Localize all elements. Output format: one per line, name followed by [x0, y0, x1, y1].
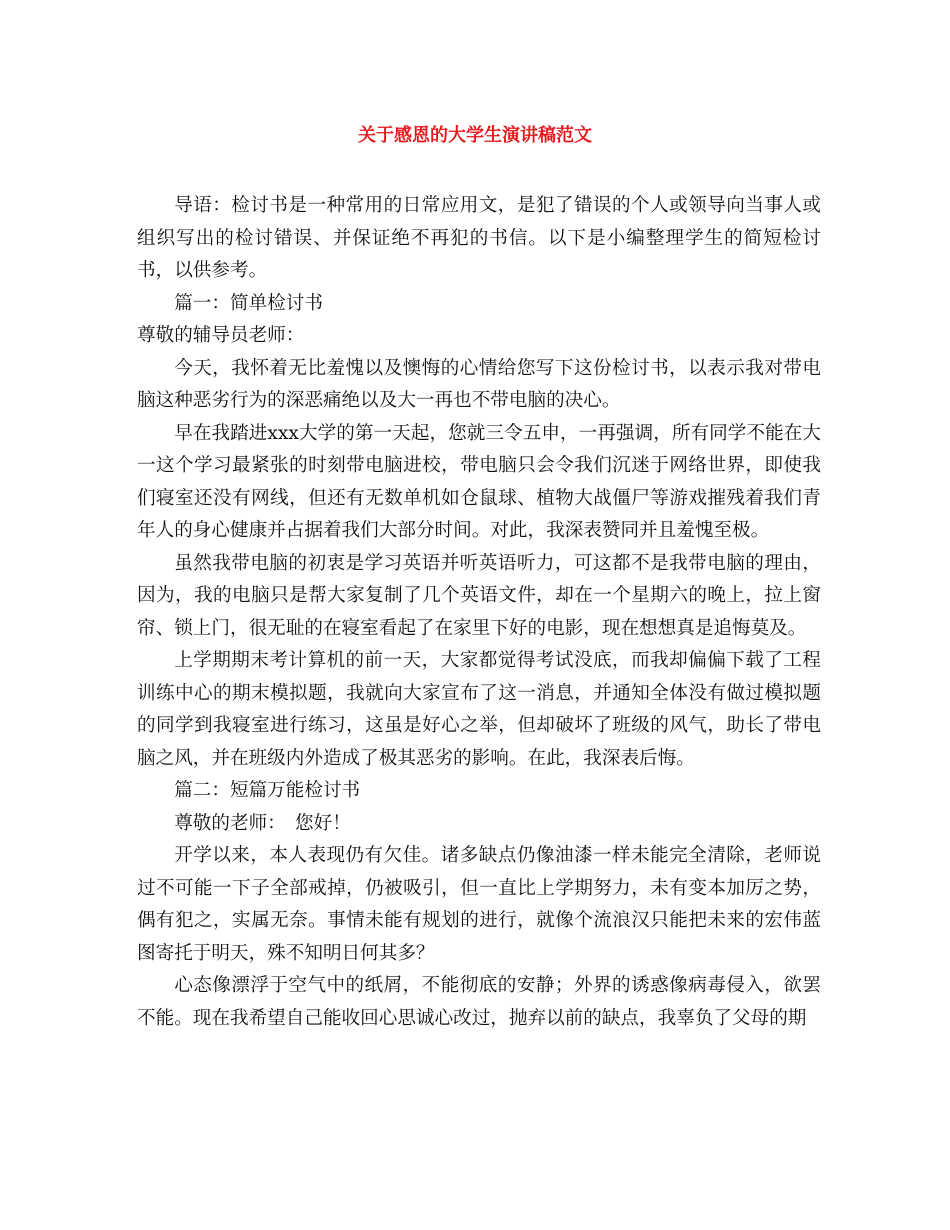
paragraph-intro: 导语：检讨书是一种常用的日常应用文，是犯了错误的个人或领导向当事人或组织写出的检讨错误、并保证绝不再犯的书信。以下是小编整理学生的简短检讨书，以供参考。: [137, 195, 821, 281]
salutation-1: 尊敬的辅导员老师：: [137, 325, 305, 346]
paragraph: 心态像漂浮于空气中的纸屑，不能彻底的安静；外界的诱惑像病毒侵入，欲罢不能。现在我希望自己能收回心思诚心改过，抛弃以前的缺点，我辜负了父母的期: [137, 975, 821, 1029]
document-body: [137, 190, 821, 1035]
section-heading-1: 篇一：简单检讨书: [174, 292, 323, 314]
section-heading-2: 篇二：短篇万能检讨书: [174, 780, 361, 801]
document-title: 关于感恩的大学生演讲稿范文: [358, 125, 592, 146]
paragraph: 今天，我怀着无比羞愧以及懊悔的心情给您写下这份检讨书，以表示我对带电脑这种恶劣行为的深恶痛绝以及大一再也不带电脑的决心。: [137, 357, 821, 411]
paragraph: 虽然我带电脑的初衷是学习英语并听英语听力，可这都不是我带电脑的理由，因为，我的电脑只是帮大家复制了几个英语文件，却在一个星期六的晚上，拉上窗帘、锁上门，很无耻的在寝室看起了在家里下好的电影，现在想想真是追悔莫及。: [137, 552, 821, 639]
paragraph: 早在我踏进xxx大学的第一天起，您就三令五申，一再强调，所有同学不能在大一这个学习最紧张的时刻带电脑进校，带电脑只会令我们沉迷于网络世界，即使我们寝室还没有网线，但还有无数单机如仓鼠球、植物大战僵尸等游戏摧残着我们青年人的身心健康并占据着我们大部分时间。对此，我深表赞同并且羞愧至极。: [137, 422, 821, 541]
salutation-2: 尊敬的老师： 您好！: [174, 812, 351, 834]
paragraph: 上学期期末考计算机的前一天，大家都觉得考试没底，而我却偏偏下载了工程训练中心的期末模拟题，我就向大家宣布了这一消息，并通知全体没有做过模拟题的同学到我寝室进行练习，这虽是好心之举，但却破坏了班级的风气，助长了带电脑之风，并在班级内外造成了极其恶劣的影响。在此，我深表后悔。: [137, 650, 821, 769]
paragraph: 开学以来，本人表现仍有欠佳。诸多缺点仍像油漆一样未能完全清除，老师说过不可能一下子全部戒掉，仍被吸引，但一直比上学期努力，未有变本加厉之势，偶有犯之，实属无奈。事情未能有规划的进行，就像个流浪汉只能把未来的宏伟蓝图寄托于明天，殊不知明日何其多？: [137, 845, 821, 964]
